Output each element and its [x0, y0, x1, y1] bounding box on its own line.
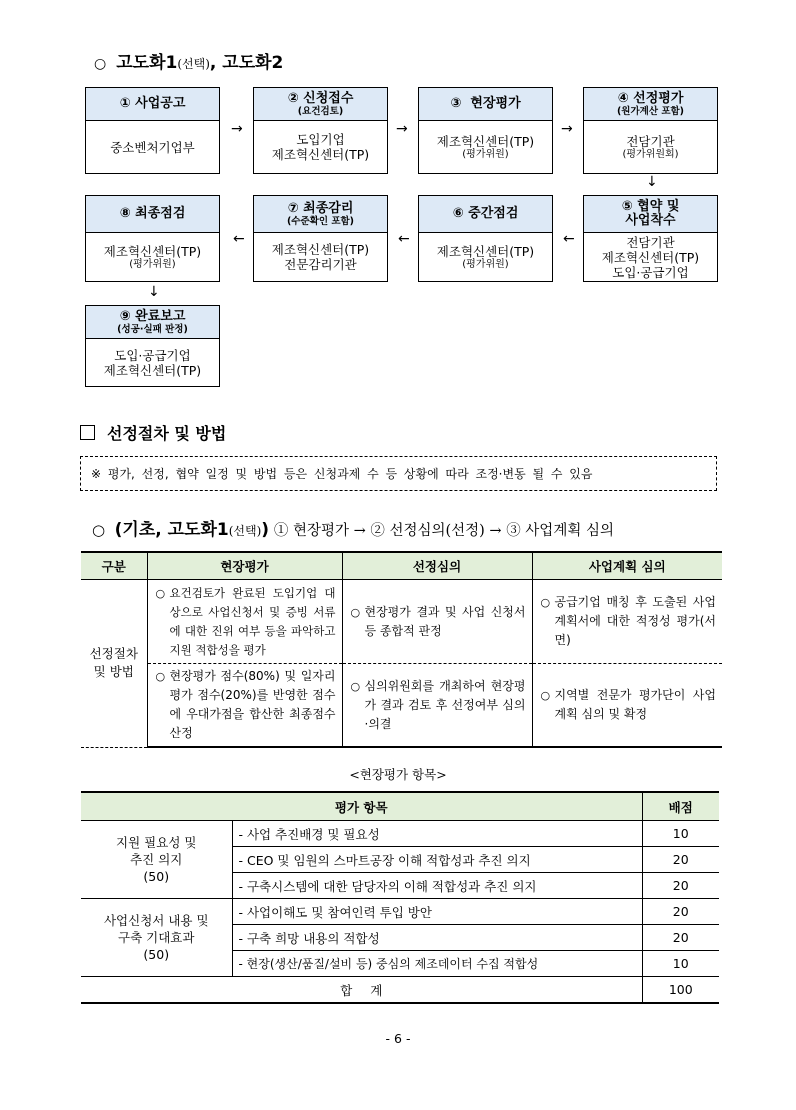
step-subtitle: (요건검토) — [297, 105, 344, 117]
item-score: 20 — [642, 873, 719, 899]
flow-step-8 — [85, 195, 220, 282]
heading-advanced — [94, 48, 283, 73]
item-text: - 사업이해도 및 참여인력 투입 방안 — [232, 899, 642, 925]
flow-step-5 — [583, 195, 718, 282]
cell-text: 현장평가 결과 및 사업 신청서 등 종합적 판정 — [364, 604, 526, 638]
arrow-right: → — [231, 121, 243, 137]
step-title: 현장평가 — [470, 96, 521, 111]
item-text: - 구축 희망 내용의 적합성 — [232, 925, 642, 951]
total-value: 100 — [642, 977, 719, 1004]
column-header: 배점 — [642, 792, 719, 821]
table-caption: <현장평가 항목> — [349, 767, 447, 782]
step-body: 제조혁신센터(TP) — [103, 362, 202, 378]
group-label — [81, 899, 232, 977]
step-number: ⑨ — [119, 308, 131, 324]
step-title: 사업착수 — [625, 213, 676, 228]
row-label — [81, 580, 147, 748]
step-number: ⑦ — [287, 200, 299, 216]
page-number: - 6 - — [385, 1031, 411, 1046]
step-title: 최종감리 — [303, 200, 354, 216]
section-title-text: 선정절차 및 방법 — [107, 424, 227, 443]
step-body: 제조혁신센터(TP) — [436, 133, 535, 149]
bullet: ○ — [540, 596, 551, 609]
row-label-line: 선정절차 — [89, 646, 138, 662]
step-body: 도입·공급기업 — [612, 264, 689, 280]
group-label-line: (50) — [143, 947, 170, 962]
step-body: 제조혁신센터(TP) — [601, 249, 700, 265]
group-label-line: 지원 필요성 및 — [116, 835, 197, 850]
step-body: 전문감리기관 — [284, 257, 357, 272]
notice-box — [80, 456, 717, 491]
cell-text: 공급기업 매칭 후 도출된 사업계획서에 대한 적정성 평가(서면) — [554, 595, 716, 647]
bullet: ○ — [350, 679, 361, 693]
section-title — [80, 421, 226, 444]
item-text: - CEO 및 임원의 스마트공장 이해 적합성과 추진 의지 — [232, 847, 642, 873]
item-text: - 사업 추진배경 및 필요성 — [232, 821, 642, 847]
step-body: 전담기관 — [626, 133, 675, 149]
group-label-line: 구축 기대효과 — [118, 930, 195, 945]
heading-part2: 고도화2 — [222, 53, 284, 73]
flow-step-4 — [583, 87, 718, 174]
step-body: 도입기업 — [296, 132, 345, 147]
step-subtitle: (성공·실패 판정) — [117, 323, 188, 335]
column-header: 선정심의 — [342, 552, 532, 580]
bullet: ○ — [350, 605, 361, 619]
table-cell — [147, 580, 342, 664]
arrow-right: → — [396, 121, 408, 137]
cell-text: 심의위원회를 개최하여 현장평가 결과 검토 후 선정여부 심의·의결 — [364, 678, 526, 731]
step-number: ③ — [450, 96, 462, 111]
notice-text: ※ 평가, 선정, 협약 일정 및 방법 등은 신청과제 수 등 상황에 따라 조정·변동 될 수 있음 — [91, 467, 593, 481]
column-header: 사업계획 심의 — [532, 552, 722, 580]
step-body: 제조혁신센터(TP) — [436, 243, 535, 259]
table-cell — [342, 580, 532, 664]
heading-part1-note: (선택) — [177, 57, 210, 71]
step-body: 중소벤처기업부 — [110, 139, 195, 155]
flow-step-3 — [418, 87, 553, 174]
heading-note: (선택) — [228, 524, 262, 538]
step-body-note: (평가위원회) — [622, 148, 679, 160]
bullet: ○ — [92, 521, 106, 539]
step-body: 제조혁신센터(TP) — [103, 243, 202, 259]
table-cell — [342, 664, 532, 748]
item-score: 10 — [642, 951, 719, 977]
step-number: ② — [287, 90, 299, 106]
column-header: 평가 항목 — [81, 792, 642, 821]
item-score: 20 — [642, 899, 719, 925]
row-label-line: 및 방법 — [93, 664, 134, 680]
table-row — [81, 821, 719, 847]
bullet: ○ — [155, 586, 166, 600]
step-title: 협약 및 — [637, 199, 680, 214]
step-number: ⑥ — [452, 206, 464, 221]
bullet: ○ — [540, 689, 551, 702]
group-label-line: 사업신청서 내용 및 — [103, 913, 209, 928]
arrow-right: → — [561, 121, 573, 137]
step-subtitle: (수준확인 포함) — [286, 215, 355, 227]
item-score: 20 — [642, 925, 719, 951]
step-title: 선정평가 — [633, 90, 684, 106]
bullet: ○ — [94, 56, 107, 72]
step-body: 제조혁신센터(TP) — [271, 147, 370, 162]
step-number: ① — [119, 96, 131, 111]
step-title: 사업공고 — [135, 96, 186, 111]
flow-step-1 — [85, 87, 220, 174]
step-body-note: (평가위원) — [462, 258, 509, 270]
table-cell — [532, 664, 722, 748]
step-title: 완료보고 — [135, 308, 186, 324]
total-label: 합 계 — [81, 977, 642, 1004]
arrow-down: ↓ — [148, 284, 160, 300]
step-number: ④ — [617, 90, 629, 106]
item-score: 10 — [642, 821, 719, 847]
step-title: 중간점검 — [468, 206, 519, 221]
step-body: 도입·공급기업 — [114, 347, 191, 363]
checkbox-square-icon — [80, 425, 95, 440]
arrow-left: ← — [563, 231, 575, 247]
heading-sep: , — [209, 53, 223, 73]
step-subtitle: (원가계산 포함) — [616, 105, 685, 117]
step-number: ⑧ — [119, 206, 131, 221]
flow-step-7 — [253, 195, 388, 282]
step-body-note: (평가위원) — [129, 258, 176, 270]
group-label — [81, 821, 232, 899]
heading-close: ) — [261, 520, 270, 540]
group-label-line: 추진 의지 — [130, 852, 183, 867]
step-number: ⑤ — [621, 199, 633, 214]
flow-step-6 — [418, 195, 553, 282]
column-header: 구분 — [81, 552, 147, 580]
item-text: - 구축시스템에 대한 담당자의 이해 적합성과 추진 의지 — [232, 873, 642, 899]
table-row — [81, 899, 719, 925]
heading-process: ① 현장평가 → ② 선정심의(선정) → ③ 사업계획 심의 — [273, 523, 614, 539]
step-title: 최종점검 — [135, 206, 186, 221]
item-score: 20 — [642, 847, 719, 873]
cell-text: 현장평가 점수(80%) 및 일자리평가 점수(20%)를 반영한 점수에 우대가점을 합산한 최종점수 산정 — [169, 669, 336, 740]
step-title: 신청접수 — [303, 90, 354, 106]
heading-bold: (기초, 고도화1 — [114, 520, 229, 540]
evaluation-items-table — [81, 791, 719, 1004]
table-cell — [532, 580, 722, 664]
step-body-note: (평가위원) — [462, 148, 509, 160]
flow-step-9 — [85, 305, 220, 387]
heading-part1: 고도화1 — [116, 53, 178, 73]
heading-basic — [92, 515, 614, 540]
arrow-left: ← — [398, 231, 410, 247]
column-header: 현장평가 — [147, 552, 342, 580]
step-body: 제조혁신센터(TP) — [271, 242, 370, 257]
item-text: - 현장(생산/품질/설비 등) 중심의 제조데이터 수집 적합성 — [232, 951, 642, 977]
flow-step-2 — [253, 87, 388, 174]
step-body: 전담기관 — [626, 234, 675, 250]
cell-text: 요건검토가 완료된 도입기업 대상으로 사업신청서 및 증빙 서류에 대한 진위 여부 등을 파악하고 지원 적합성을 평가 — [169, 585, 336, 657]
table-cell — [147, 664, 342, 748]
arrow-left: ← — [233, 231, 245, 247]
bullet: ○ — [155, 670, 166, 683]
selection-procedure-table — [81, 551, 722, 748]
group-label-line: (50) — [143, 869, 170, 884]
cell-text: 지역별 전문가 평가단이 사업계획 심의 및 확정 — [554, 688, 716, 721]
arrow-down: ↓ — [646, 174, 658, 190]
total-row — [81, 977, 719, 1004]
